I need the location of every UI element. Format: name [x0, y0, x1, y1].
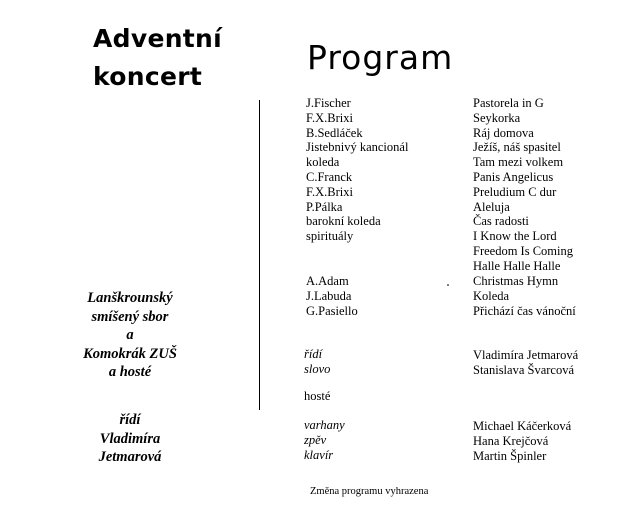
organ-name: Michael Káčerková: [473, 419, 572, 433]
piano-label: klavír: [304, 448, 334, 462]
composers-list: [306, 96, 408, 244]
guests-label: hosté: [304, 389, 331, 403]
speaker-name: Stanislava Švarcová: [473, 363, 575, 377]
conductor-name: Vladimíra Jetmarová: [473, 348, 579, 362]
piece-item: Panis Angelicus: [473, 169, 554, 184]
composer-item: G.Pasiello: [306, 303, 358, 318]
composer-item: F.X.Brixi: [306, 184, 353, 199]
vertical-divider: [259, 100, 260, 410]
concert-title: [93, 20, 222, 96]
choir-line: a hosté: [108, 364, 152, 380]
composer-item: koleda: [306, 155, 340, 170]
pieces-list-2: [473, 274, 576, 318]
conductor-block-line: Vladimíra: [99, 430, 161, 447]
composer-item: barokní koleda: [306, 214, 381, 229]
composer-item: J.Fischer: [306, 96, 351, 110]
piece-item: Čas radosti: [473, 214, 529, 229]
speaker-label: slovo: [304, 362, 331, 376]
vocal-label: zpěv: [304, 433, 327, 447]
piece-item: Christmas Hymn: [473, 274, 559, 288]
concert-title-line2: koncert: [93, 62, 203, 91]
composer-item: Jistebnivý kancionál: [306, 140, 409, 155]
composer-item: J.Labuda: [306, 288, 352, 303]
piece-item: Freedom Is Coming: [473, 243, 573, 258]
composer-item: F.X.Brixi: [306, 110, 353, 125]
piece-item: Koleda: [473, 288, 510, 303]
choir-line: smíšený sbor: [91, 308, 169, 325]
piece-item: Ráj domova: [473, 125, 534, 140]
piece-item: I Know the Lord: [473, 229, 557, 244]
piano-name: Martin Špinler: [473, 449, 547, 463]
piece-item: Preludium C dur: [473, 184, 557, 199]
piece-item: Přichází čas vánoční: [473, 303, 576, 318]
speck-mark: [447, 284, 449, 286]
piece-item: Pastorela in G: [473, 96, 544, 110]
organ-label: varhany: [304, 418, 345, 432]
composer-item: B.Sedláček: [306, 125, 363, 140]
composer-item: P.Pálka: [306, 199, 343, 214]
conductor-block: [60, 411, 200, 467]
piece-item: Halle Halle Halle: [473, 258, 561, 273]
piece-item: Seykorka: [473, 110, 521, 125]
program-title: Program: [307, 38, 454, 77]
concert-title-line1: Adventní: [93, 24, 223, 53]
conductor-block-line: Jetmarová: [98, 449, 162, 465]
composer-item: A.Adam: [306, 274, 349, 288]
piece-item: Ježíš, náš spasitel: [473, 140, 561, 155]
program-change-note: Změna programu vyhrazena: [310, 486, 429, 497]
choir-line: Lanškrounský: [87, 290, 173, 306]
vocal-name: Hana Krejčová: [473, 434, 549, 448]
choir-line: a: [126, 327, 134, 343]
conductor-block-line: řídí: [119, 412, 141, 428]
choir-line: Komokrák ZUŠ: [83, 345, 177, 362]
choir-block: [60, 289, 200, 382]
conductor-label: řídí: [304, 347, 323, 361]
piece-item: Tam mezi volkem: [473, 155, 564, 170]
piece-item: Aleluja: [473, 199, 510, 214]
composer-item: C.Franck: [306, 169, 353, 184]
pieces-list: [473, 96, 573, 274]
composer-item: spirituály: [306, 229, 354, 244]
composers-list-2: [306, 274, 358, 318]
